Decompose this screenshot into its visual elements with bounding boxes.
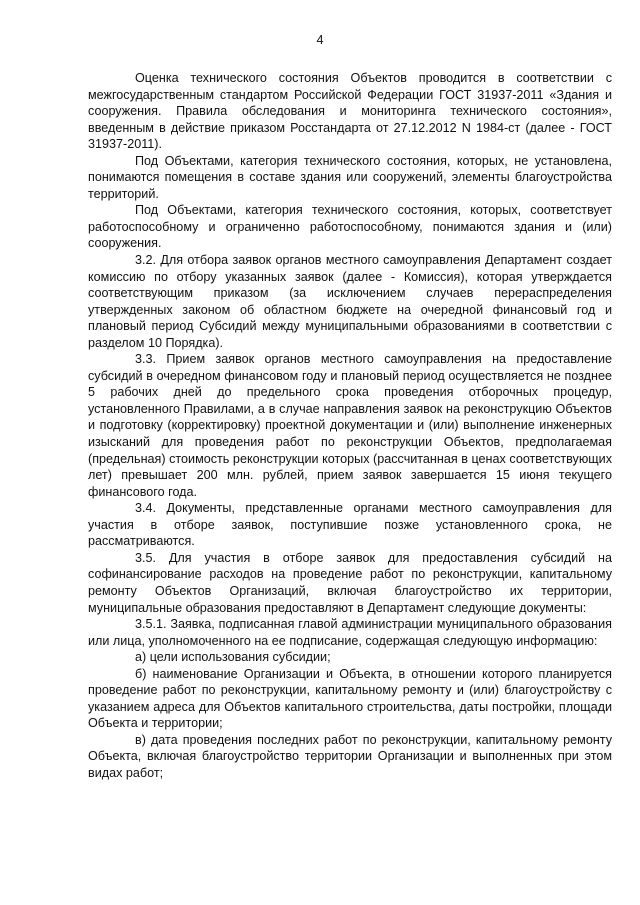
paragraph-gost-assessment: Оценка технического состояния Объектов проводится в соответствии с межгосударственным стандартом Российской Федерации ГОСТ 31937-2011 «Здания и сооружения. Правила обследования и мониторинга технического состояния», введенным в действие приказом Росстандарта от 27.12.2012 N 1984-ст (далее - ГОСТ 31937-2011). [88, 71, 612, 152]
paragraph-objects-operable: Под Объектами, категория технического состояния, которых, соответствует работоспособному и ограниченно работоспособному, понимаются здания и (или) сооружения. [88, 203, 612, 251]
list-item-a: а) цели использования субсидии; [135, 650, 331, 665]
paragraph-3-5: 3.5. Для участия в отборе заявок для предоставления субсидий на софинансирование расходов на проведение работ по реконструкции, капитальному ремонту Объектов Организаций, включая благоустройство их территории, муниципальные образования предоставляют в Департамент следующие документы: [88, 550, 612, 615]
page-number: 4 [316, 33, 324, 47]
paragraph-objects-not-established: Под Объектами, категория технического состояния, которых, не установлена, понимаются помещения в составе здания или сооружений, элементы благоустройства территорий. [88, 153, 612, 201]
paragraph-3-3: 3.3. Прием заявок органов местного самоуправления на предоставление субсидий в очередном финансовом году и плановый период осуществляется не позднее 5 рабочих дней до предельного срока проведения отборочных процедур, установленного Правилами, а в случае направления заявок на реконструкцию Объектов и подготовку (корректировку) проектной документации и (или) выполнение инженерных изысканий для проведения работ по реконструкции Объектов, предполагаемая (предельная) стоимость реконструкции которых (рассчитанная в ценах соответствующих лет) превышает 200 млн. рублей, прием заявок завершается 15 июня текущего финансового года. [88, 352, 612, 499]
paragraph-3-4: 3.4. Документы, представленные органами местного самоуправления для участия в отборе заявок, поступившие позже установленного срока, не рассматриваются. [88, 501, 612, 549]
paragraph-3-5-1: 3.5.1. Заявка, подписанная главой администрации муниципального образования или лица, уполномоченного на ее подписание, содержащая следующую информацию: [88, 617, 612, 648]
list-item-v: в) дата проведения последних работ по реконструкции, капитальному ремонту Объекта, включая благоустройство территории Организации и выполненных при этом видах работ; [88, 732, 612, 780]
list-item-b: б) наименование Организации и Объекта, в отношении которого планируется проведение работ по реконструкции, капитальному ремонту и (или) благоустройству с указанием адреса для Объектов капитального строительства, даты постройки, площади Объекта и территории; [88, 666, 612, 731]
document-body [88, 70, 612, 782]
paragraph-3-2: 3.2. Для отбора заявок органов местного самоуправления Департамент создает комиссию по отбору указанных заявок (далее - Комиссия), которая утверждается соответствующим приказом (за исключением случаев перераспределения утвержденных законом об областном бюджете на очередной финансовый год и плановый период Субсидий между муниципальными образованиями в соответствии с разделом 10 Порядка). [88, 253, 612, 350]
